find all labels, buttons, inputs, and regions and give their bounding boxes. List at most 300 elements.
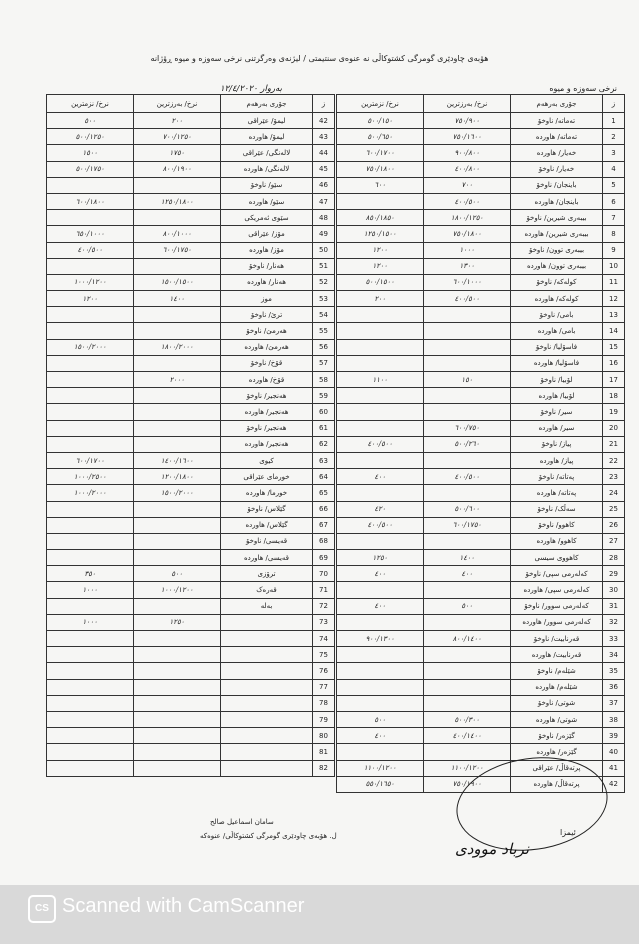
product-name: پرتەقاڵ/ عێراقی (511, 760, 603, 776)
product-name: پیاز/ هاوردە (511, 452, 603, 468)
row-number: 1 (603, 113, 625, 129)
table-row (47, 744, 335, 760)
table-row (47, 728, 335, 744)
product-name: کەلەرمی سوور/ هاوردە (511, 614, 603, 630)
row-number: 53 (313, 291, 335, 307)
table-header-row (337, 95, 625, 113)
table-row (47, 631, 335, 647)
row-number: 55 (313, 323, 335, 339)
min-price: ٤٢٠ (337, 501, 424, 517)
table-row (47, 193, 335, 209)
product-name: خورما/ هاوردە (221, 485, 313, 501)
table-row (47, 598, 335, 614)
product-name: کولەکە/ هاوردە (511, 291, 603, 307)
product-name (221, 614, 313, 630)
product-name: سێو/ ناوخۆ (221, 177, 313, 193)
max-price (134, 307, 221, 323)
product-name: سیر/ ناوخۆ (511, 404, 603, 420)
max-price: ٢٠٠٠ (134, 372, 221, 388)
min-price: ٦٥٠/١٠٠٠ (47, 226, 134, 242)
max-price: ١٥٠٠/٢٠٠٠ (134, 485, 221, 501)
max-price (424, 582, 511, 598)
min-price: ١٥٠٠ (47, 145, 134, 161)
row-number: 17 (603, 372, 625, 388)
max-price: ١٤٠٠/١٦٠٠ (134, 452, 221, 468)
product-name: مۆز/ عێراقی (221, 226, 313, 242)
max-price (424, 695, 511, 711)
row-number: 5 (603, 177, 625, 193)
min-price (337, 533, 424, 549)
table-row (47, 339, 335, 355)
max-price (134, 760, 221, 776)
table-row (337, 679, 625, 695)
row-number: 81 (313, 744, 335, 760)
product-name: کەلەرمی سوور/ ناوخۆ (511, 598, 603, 614)
product-name: کاهوو/ هاوردە (511, 533, 603, 549)
row-number: 50 (313, 242, 335, 258)
max-price: ٧٥٠/٩٠٠ (424, 113, 511, 129)
max-price (424, 388, 511, 404)
min-price (47, 533, 134, 549)
table-header-row (47, 95, 335, 113)
row-number: 48 (313, 210, 335, 226)
min-price: ١٠٠٠ (47, 614, 134, 630)
product-name (221, 695, 313, 711)
table-row (47, 420, 335, 436)
max-price: ٦٠٠/١٠٠٠ (424, 274, 511, 290)
max-price: ٥٠٠/٦٠٠ (424, 501, 511, 517)
min-price (337, 323, 424, 339)
row-number: 72 (313, 598, 335, 614)
max-price (134, 647, 221, 663)
max-price (134, 550, 221, 566)
product-name: خەیار/ هاوردە (511, 145, 603, 161)
product-name: بامی/ ناوخۆ (511, 307, 603, 323)
row-number: 12 (603, 291, 625, 307)
min-price: ٤٠٠/٥٠٠ (47, 242, 134, 258)
row-number: 35 (603, 663, 625, 679)
min-price (47, 501, 134, 517)
min-price: ١٢٥٠/١٥٠٠ (337, 226, 424, 242)
product-name: شوتی/ هاوردە (511, 711, 603, 727)
product-name: شوتی/ ناوخۆ (511, 695, 603, 711)
max-price: ٥٠٠/٢٦٠ (424, 436, 511, 452)
min-price (337, 663, 424, 679)
table-row (337, 452, 625, 468)
max-price (134, 355, 221, 371)
product-name: بەلە (221, 598, 313, 614)
row-number: 14 (603, 323, 625, 339)
min-price (337, 695, 424, 711)
table-row (47, 452, 335, 468)
row-number: 57 (313, 355, 335, 371)
row-number: 36 (603, 679, 625, 695)
table-row (47, 469, 335, 485)
max-price (134, 631, 221, 647)
product-name: شێلەم/ هاوردە (511, 679, 603, 695)
max-price: ٨٠٠/١٩٠٠ (134, 161, 221, 177)
product-name: ترۆزی (221, 566, 313, 582)
row-number: 74 (313, 631, 335, 647)
product-name: موز (221, 291, 313, 307)
max-price: ١٤٠٠ (134, 291, 221, 307)
table-row (337, 744, 625, 760)
min-price (47, 210, 134, 226)
table-row (47, 501, 335, 517)
product-name: ترێ/ ناوخۆ (221, 307, 313, 323)
row-number: 9 (603, 242, 625, 258)
product-name: فاسۆلیا/ هاوردە (511, 355, 603, 371)
max-price: ٧٥٠/١٦٠٠ (424, 129, 511, 145)
max-price (424, 452, 511, 468)
max-price: ٤٠٠ (424, 566, 511, 582)
min-price (337, 744, 424, 760)
row-number: 19 (603, 404, 625, 420)
table-row (47, 307, 335, 323)
table-row (47, 485, 335, 501)
min-price (47, 744, 134, 760)
product-name: خورمای عێراقی (221, 469, 313, 485)
min-price (47, 695, 134, 711)
product-name (221, 647, 313, 663)
max-price (424, 744, 511, 760)
table-row (337, 404, 625, 420)
min-price: ٥٠٠/١٢٥٠ (47, 129, 134, 145)
col-header-product: جۆری بەرهەم (511, 95, 603, 113)
min-price (47, 760, 134, 776)
product-name: قەیسی/ ناوخۆ (221, 533, 313, 549)
min-price (337, 388, 424, 404)
product-name (221, 744, 313, 760)
max-price (424, 339, 511, 355)
max-price: ٥٠٠/٣٠٠ (424, 711, 511, 727)
table-row (47, 404, 335, 420)
table-row (47, 161, 335, 177)
table-row (337, 339, 625, 355)
price-table-left (46, 94, 335, 777)
row-number: 78 (313, 695, 335, 711)
product-name: لیمۆ/ عێراقی (221, 113, 313, 129)
table-row (47, 274, 335, 290)
product-name: هەنار/ هاوردە (221, 274, 313, 290)
row-number: 21 (603, 436, 625, 452)
product-name: کەلەرمی سپی/ ناوخۆ (511, 566, 603, 582)
table-row (337, 582, 625, 598)
row-number: 68 (313, 533, 335, 549)
min-price (337, 355, 424, 371)
table-subtitle: نرخی سەوزە و میوە (549, 84, 617, 93)
product-name: گێلاس/ هاوردە (221, 517, 313, 533)
row-number: 64 (313, 469, 335, 485)
min-price (47, 436, 134, 452)
row-number: 60 (313, 404, 335, 420)
row-number: 11 (603, 274, 625, 290)
product-name: هەنجیر/ ناوخۆ (221, 420, 313, 436)
min-price (47, 372, 134, 388)
table-row (337, 193, 625, 209)
row-number: 51 (313, 258, 335, 274)
max-price (134, 323, 221, 339)
camscanner-watermark (0, 885, 639, 944)
signature-label: ئیمزا (560, 828, 576, 837)
table-row (337, 533, 625, 549)
table-row (337, 177, 625, 193)
product-name: گێزەر/ ناوخۆ (511, 728, 603, 744)
table-row (337, 113, 625, 129)
table-row (47, 210, 335, 226)
table-row (47, 517, 335, 533)
row-number: 38 (603, 711, 625, 727)
product-name (221, 679, 313, 695)
max-price: ١٢٥٠ (134, 614, 221, 630)
min-price (337, 647, 424, 663)
product-name (221, 760, 313, 776)
max-price (424, 533, 511, 549)
product-name (221, 631, 313, 647)
min-price: ٩٠٠/١٣٠٠ (337, 631, 424, 647)
col-header-product: جۆری بەرهەم (221, 95, 313, 113)
min-price: ٦٠٠/١٧٠٠ (47, 452, 134, 468)
row-number: 2 (603, 129, 625, 145)
row-number: 16 (603, 355, 625, 371)
row-number: 49 (313, 226, 335, 242)
max-price: ٨٠٠/١٠٠٠ (134, 226, 221, 242)
row-number: 23 (603, 469, 625, 485)
table-row (337, 728, 625, 744)
min-price: ٧٥٠/١٨٠٠ (337, 161, 424, 177)
row-number: 13 (603, 307, 625, 323)
product-name: باینجان/ هاوردە (511, 193, 603, 209)
product-name: هەنجیر/ ناوخۆ (221, 388, 313, 404)
page-title: هۆبەی چاودێری گومرگی کشتوکاڵی نه عنوەی سنتیمتی / لیژنەی وەرگرتنی نرخی سەوزە و میوە ڕۆژانە (150, 54, 489, 63)
table-row (47, 614, 335, 630)
max-price (424, 485, 511, 501)
table-row (47, 242, 335, 258)
max-price: ٢٠٠ (134, 113, 221, 129)
product-name: هەرمێ/ ناوخۆ (221, 323, 313, 339)
table-row (337, 145, 625, 161)
table-row (337, 436, 625, 452)
max-price (134, 404, 221, 420)
product-name: پەتاتە/ ناوخۆ (511, 469, 603, 485)
product-name: کاهوو/ ناوخۆ (511, 517, 603, 533)
max-price (424, 647, 511, 663)
max-price: ٤٠٠/٥٠٠ (424, 193, 511, 209)
product-name: قەیسی/ هاوردە (221, 550, 313, 566)
table-row (337, 388, 625, 404)
table-row (337, 307, 625, 323)
table-row (47, 129, 335, 145)
product-name: پەتاتە/ هاوردە (511, 485, 603, 501)
min-price: ٤٠٠/٥٠٠ (337, 517, 424, 533)
max-price: ١١٠٠/١٢٠٠ (424, 760, 511, 776)
product-name: هەنار/ ناوخۆ (221, 258, 313, 274)
max-price (424, 307, 511, 323)
min-price: ٥٠٠ (47, 113, 134, 129)
product-name (221, 663, 313, 679)
max-price: ١٨٠٠/١٢٥٠ (424, 210, 511, 226)
col-header-min: نرخ/ نزمترین (337, 95, 424, 113)
max-price (134, 744, 221, 760)
product-name: پیاز/ ناوخۆ (511, 436, 603, 452)
min-price: ٥٠٠/١٥٠٠ (337, 274, 424, 290)
product-name: گێزەر/ هاوردە (511, 744, 603, 760)
product-name: شێلەم/ ناوخۆ (511, 663, 603, 679)
product-name: قەرنابیت/ هاوردە (511, 647, 603, 663)
min-price: ١٠٠٠ (47, 582, 134, 598)
max-price: ٧٥٠/١٨٠٠ (424, 226, 511, 242)
table-row (337, 485, 625, 501)
product-name: بیبەری توون/ ناوخۆ (511, 242, 603, 258)
max-price: ٤٠٠/٨٠٠ (424, 161, 511, 177)
min-price (337, 339, 424, 355)
min-price: ٣٥٠ (47, 566, 134, 582)
product-name: سێو/ هاوردە (221, 193, 313, 209)
min-price: ١٠٠٠/٢٠٠٠ (47, 485, 134, 501)
row-number: 25 (603, 501, 625, 517)
min-price: ١١٠٠ (337, 372, 424, 388)
product-name: لالەنگی/ هاوردە (221, 161, 313, 177)
min-price (337, 485, 424, 501)
max-price (134, 728, 221, 744)
max-price (134, 388, 221, 404)
table-row (47, 550, 335, 566)
min-price: ٦٠٠/١٨٠٠ (47, 193, 134, 209)
table-row (47, 533, 335, 549)
table-row (337, 501, 625, 517)
row-number: 80 (313, 728, 335, 744)
max-price: ٦٠٠/١٧٥٠ (134, 242, 221, 258)
product-name: هەرمێ/ هاوردە (221, 339, 313, 355)
table-row (47, 760, 335, 776)
row-number: 71 (313, 582, 335, 598)
product-name: بیبەری شیرین/ ناوخۆ (511, 210, 603, 226)
min-price: ٦٠٠ (337, 177, 424, 193)
max-price: ٦٠٠/٧٥٠ (424, 420, 511, 436)
max-price: ٩٠٠/٨٠٠ (424, 145, 511, 161)
row-number: 69 (313, 550, 335, 566)
min-price (47, 647, 134, 663)
min-price (47, 404, 134, 420)
max-price (134, 420, 221, 436)
max-price: ٧٠٠ (424, 177, 511, 193)
row-number: 41 (603, 760, 625, 776)
table-row (47, 372, 335, 388)
max-price: ٧٠٠/١٢٥٠ (134, 129, 221, 145)
max-price: ١٥٠ (424, 372, 511, 388)
max-price (424, 614, 511, 630)
product-name: کولەکە/ ناوخۆ (511, 274, 603, 290)
table-row (337, 663, 625, 679)
min-price (337, 420, 424, 436)
row-number: 75 (313, 647, 335, 663)
max-price: ٦٠٠/١٧٥٠ (424, 517, 511, 533)
table-row (337, 210, 625, 226)
product-name: لیمۆ/ هاوردە (221, 129, 313, 145)
product-name: بامی/ هاوردە (511, 323, 603, 339)
row-number: 43 (313, 129, 335, 145)
table-row (337, 614, 625, 630)
table-row (47, 436, 335, 452)
table-row (47, 258, 335, 274)
table-row (337, 242, 625, 258)
product-name: قۆخ/ هاوردە (221, 372, 313, 388)
row-number: 44 (313, 145, 335, 161)
min-price: ١٢٠٠ (337, 258, 424, 274)
row-number: 61 (313, 420, 335, 436)
row-number: 26 (603, 517, 625, 533)
table-row (47, 323, 335, 339)
max-price: ١٢٠٠/١٨٠٠ (134, 469, 221, 485)
table-row (337, 355, 625, 371)
min-price (47, 307, 134, 323)
product-name (221, 711, 313, 727)
signatory-name: سامان اسماعیل صالح (210, 818, 274, 826)
row-number: 70 (313, 566, 335, 582)
product-name: تەماتە/ ناوخۆ (511, 113, 603, 129)
row-number: 18 (603, 388, 625, 404)
table-row (47, 355, 335, 371)
camscanner-text: Scanned with CamScanner (62, 895, 305, 917)
max-price: ١٤٠٠ (424, 550, 511, 566)
row-number: 22 (603, 452, 625, 468)
row-number: 45 (313, 161, 335, 177)
min-price: ٤٠٠/٥٠٠ (337, 436, 424, 452)
min-price (337, 404, 424, 420)
table-row (337, 647, 625, 663)
min-price (337, 614, 424, 630)
product-name: فاسۆلیا/ ناوخۆ (511, 339, 603, 355)
row-number: 4 (603, 161, 625, 177)
table-row (47, 663, 335, 679)
max-price: ١٧٥٠ (134, 145, 221, 161)
row-number: 73 (313, 614, 335, 630)
row-number: 79 (313, 711, 335, 727)
table-row (337, 274, 625, 290)
table-row (47, 679, 335, 695)
row-number: 30 (603, 582, 625, 598)
handwritten-signature: نرباد موودی (455, 840, 530, 858)
row-number: 29 (603, 566, 625, 582)
max-price (134, 501, 221, 517)
product-name: قەرەک (221, 582, 313, 598)
row-number: 32 (603, 614, 625, 630)
table-row (47, 226, 335, 242)
row-number: 82 (313, 760, 335, 776)
max-price (134, 533, 221, 549)
min-price: ٥٠٠ (337, 711, 424, 727)
max-price (424, 679, 511, 695)
max-price: ١٨٠٠/٢٠٠٠ (134, 339, 221, 355)
row-number: 59 (313, 388, 335, 404)
row-number: 47 (313, 193, 335, 209)
min-price: ١٢٠٠ (337, 242, 424, 258)
min-price: ٤٠٠ (337, 598, 424, 614)
max-price (424, 323, 511, 339)
min-price: ٤٠٠ (337, 566, 424, 582)
min-price: ٥٥٠/١٦٥٠ (337, 776, 424, 792)
min-price (47, 517, 134, 533)
price-table-right (336, 94, 625, 793)
product-name: هەنجیر/ هاوردە (221, 436, 313, 452)
product-name: گێلاس/ ناوخۆ (221, 501, 313, 517)
max-price (134, 695, 221, 711)
min-price (47, 598, 134, 614)
product-name: بیبەری شیرین/ هاوردە (511, 226, 603, 242)
table-row (337, 517, 625, 533)
table-row (337, 566, 625, 582)
row-number: 15 (603, 339, 625, 355)
